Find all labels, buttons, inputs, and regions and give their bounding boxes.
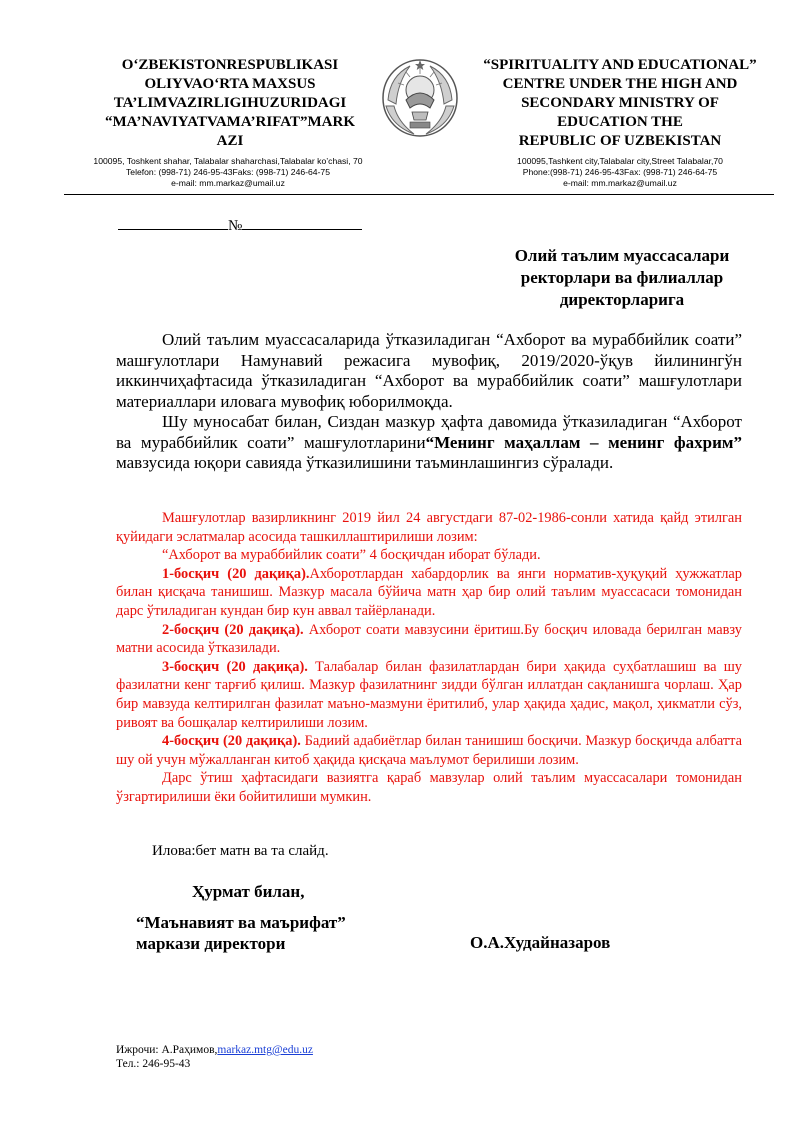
stage-text: Бадиий адабиётлар билан танишиш босқичи. Мазкур босқичда албатта шу ой учун мўжалланган китоб ҳақида қисқача маълумот берилиши лозим. [116, 733, 742, 768]
stage-title: 4-босқич (20 дақиқа). [162, 733, 301, 750]
header-org-name-en [470, 56, 770, 151]
state-emblem-icon [380, 56, 460, 138]
addressee-line: ректорлари ва филиаллар [520, 268, 724, 287]
number-blank [242, 215, 362, 230]
header-left-line: OLIYVAO‘RTA MAXSUS [144, 76, 316, 92]
addressee-line: Олий таълим муассасалари [514, 246, 730, 265]
addressee [480, 245, 764, 311]
body-paragraph: Олий таълим муассасаларида ўтказиладиган “Ахборот ва мураббийлик соати” машғулотлари Намунавий режасига мувофиқ, 2019/2020-ўқув йилинингўн иккинчиҳафтасида ўтказиладиган “Ахборот ва мураббийлик соати” машғулотлари материаллари иловага мувофиқ юборилмоқда. [116, 330, 742, 411]
header-right-line: EDUCATION THE [557, 114, 683, 130]
stage-title: 2-босқич (20 дақиқа). [162, 621, 304, 638]
address-block-en [455, 156, 785, 189]
header-divider [64, 194, 774, 195]
instructions-block [116, 509, 742, 807]
stage-text: Ахборотлардан хабардорлик ва янги норматив-ҳуқуқий ҳужжатлар билан қисқача танишиш. Мазкур масала бўйича матн ҳар бир олий таълим муассасаси томонидан дарс ўтиладиган кундан бир кун аввал тайёрланади. [116, 565, 742, 619]
signatory-title [136, 912, 346, 954]
body-text: Шу муносабат билан, Сиздан мазкур ҳафта давомида ўтказиладиган “Ахборот ва мураббийлик соати” машғулотларини [116, 412, 742, 452]
address-line: Telefon: (998-71) 246-95-43Faks: (998-71) 246-64-75 [126, 167, 330, 177]
executor-info [116, 1043, 313, 1071]
body-paragraph [116, 412, 742, 474]
address-block-uz [68, 156, 388, 189]
stage-1 [116, 565, 742, 621]
stage-3 [116, 658, 742, 732]
header-org-name-uz [88, 56, 372, 151]
header-left-line: AZI [216, 133, 244, 149]
address-line: Phone:(998-71) 246-95-43Fax: (998-71) 246-64-75 [522, 167, 718, 177]
header-left-line: “MA’NAVIYATVAMA’RIFAT”MARK [105, 114, 355, 130]
regards: Ҳурмат билан, [192, 882, 305, 901]
stage-2 [116, 621, 742, 658]
header-left-line: O‘ZBEKISTONRESPUBLIKASI [121, 57, 339, 73]
executor-email-link[interactable]: markaz.mtg@edu.uz [217, 1044, 313, 1056]
address-line: 100095,Tashkent city,Talabalar city,Street Talabalar,70 [517, 156, 723, 166]
attachment-note: Илова:бет матн ва та слайд. [152, 843, 329, 859]
header-right-line: SECONDARY MINISTRY OF [521, 95, 719, 111]
body-text: мавзусида юқори савияда ўтказилишини таъминлашингиз сўралади. [116, 453, 614, 472]
stage-text: Ахборот соати мавзусини ёритиш.Бу босқич иловада берилган мавзу матни асосида ўтказилади. [116, 621, 742, 657]
instruction-paragraph: Машғулотлар вазирликнинг 2019 йил 24 августдаги 87-02-1986-сонли хатида қайд этилган қуйидаги эслатмалар асосида ташкиллаштирилиши лозим: [116, 510, 742, 545]
header-right-line: CENTRE UNDER THE HIGH AND [502, 76, 738, 92]
stage-title: 1-босқич (20 дақиқа). [162, 565, 310, 582]
stage-text: Талабалар билан фазилатлардан бири ҳақида суҳбатлашиш ва шу фазилатни кенг тарғиб қилиш. Мазкур фазилатнинг зидди бўлган иллатдан сақланишга чорлаш. Ҳар бир мавзуда келтирилган фазилат маъно-мазмуни ёритилиб, улар ҳақида ҳадис, мақол, ҳикматли сўз, ривоят ва бошқалар келтирилиши лозим. [116, 658, 742, 731]
header-right-line: “SPIRITUALITY AND EDUCATIONAL” [483, 57, 757, 73]
number-sign: № [228, 218, 243, 234]
stage-title: 3-босқич (20 дақиқа). [162, 658, 308, 675]
date-blank [118, 215, 228, 230]
letter-body [116, 330, 742, 474]
addressee-line: директорларига [559, 290, 685, 309]
topic-title: “Менинг маҳаллам – менинг фахрим” [425, 432, 742, 452]
header-right-line: REPUBLIC OF UZBEKISTAN [518, 133, 722, 149]
stage-4 [116, 732, 742, 769]
registration-line [118, 215, 362, 235]
address-line: e-mail: mm.markaz@umail.uz [563, 178, 677, 188]
signatory-title-line: “Маънавият ва маърифат” [136, 913, 346, 932]
signatory-name: О.А.Худайназаров [470, 933, 611, 952]
executor-phone: Тел.: 246-95-43 [116, 1058, 191, 1070]
signatory-title-line: маркази директори [136, 934, 286, 953]
executor-line [116, 1043, 313, 1057]
address-line: 100095, Toshkent shahar, Talabalar shaharchasi,Talabalar ko’chasi, 70 [93, 156, 363, 166]
instruction-paragraph: “Ахборот ва мураббийлик соати” 4 босқичдан иборат бўлади. [162, 547, 541, 564]
executor-name: Ижрочи: А.Раҳимов, [116, 1044, 218, 1056]
instruction-paragraph: Дарс ўтиш ҳафтасидаги вазиятга қараб мавзулар олий таълим муассасалари томонидан ўзгартирилиши ёки бойитилиши мумкин. [116, 770, 742, 805]
address-line: e-mail: mm.markaz@umail.uz [171, 178, 285, 188]
header-left-line: TA’LIMVAZIRLIGIHUZURIDAGI [113, 95, 347, 111]
